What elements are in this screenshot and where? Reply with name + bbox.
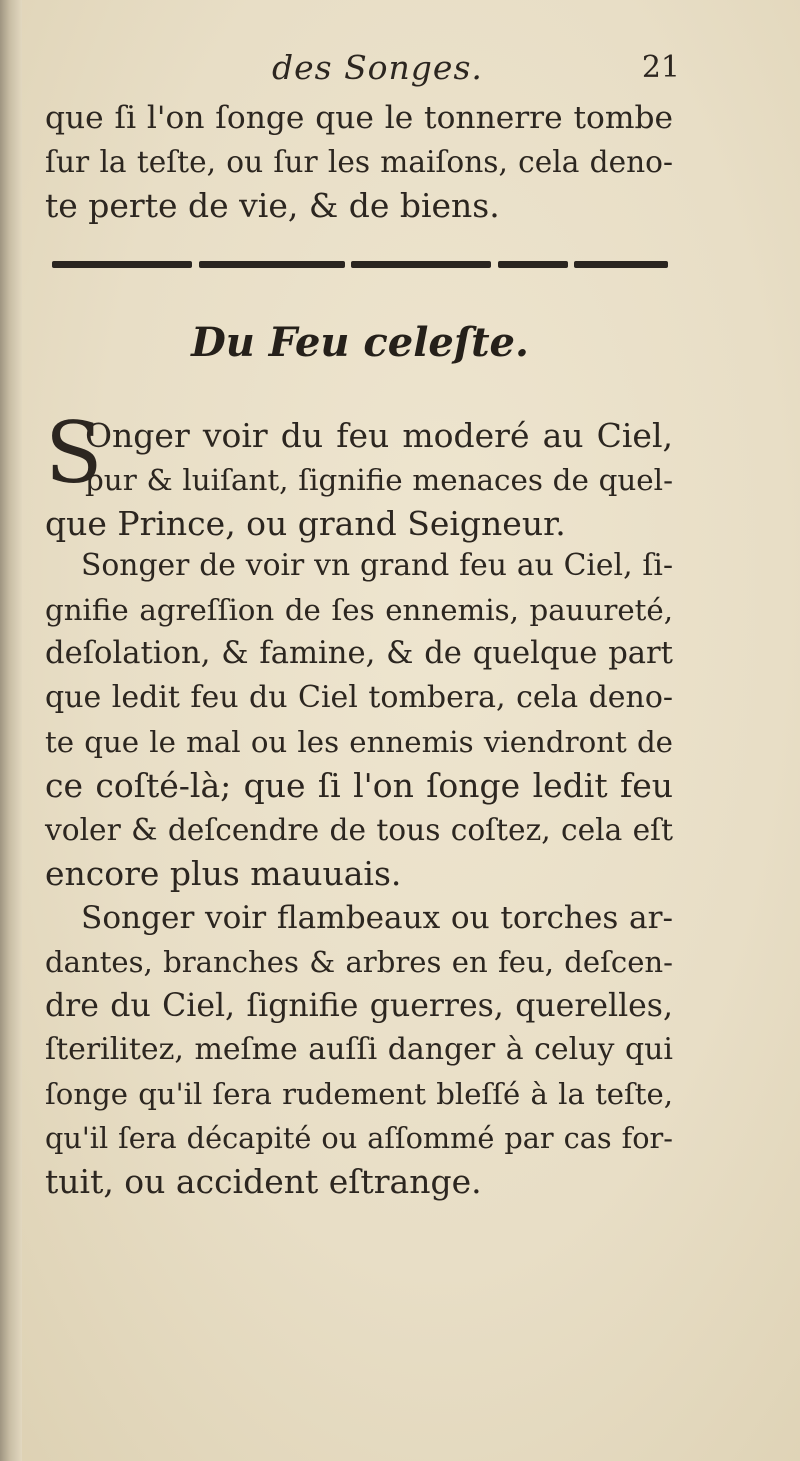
text-line: ſonge qu'il ſera rudement bleſſé à la teſte, — [45, 1077, 673, 1111]
page-gutter-shadow — [0, 0, 22, 1461]
text-line: ſur la teſte, ou ſur les maiſons, cela deno- — [45, 145, 673, 179]
text-line: qu'il ſera décapité ou aſſommé par cas for- — [45, 1121, 673, 1155]
paragraph-1 — [45, 414, 673, 546]
text-line: que Prince, ou grand Seigneur. — [45, 504, 566, 543]
text-line: Songer voir flambeaux ou torches ar- — [81, 900, 673, 936]
text-line: Onger voir du feu moderé au Ciel, — [85, 416, 673, 455]
rule-segment — [52, 261, 192, 268]
ornamental-rule — [52, 258, 668, 270]
text-line: Songer de voir vn grand feu au Ciel, ſi- — [81, 548, 673, 583]
rule-segment — [199, 261, 345, 268]
text-line: dantes, branches & arbres en feu, deſcen- — [45, 945, 673, 979]
text-line: que ledit feu du Ciel tombera, cela deno- — [45, 680, 673, 715]
text-line: encore plus mauuais. — [45, 854, 402, 893]
section-heading: Du Feu celeſte. — [191, 319, 529, 366]
paragraph-3 — [45, 896, 673, 1204]
text-line: te perte de vie, & de biens. — [45, 186, 500, 225]
rule-segment — [351, 261, 491, 268]
continuation-paragraph — [45, 96, 673, 228]
paragraph-2 — [45, 544, 673, 896]
text-line: deſolation, & famine, & de quelque part — [45, 636, 673, 671]
text-line: dre du Ciel, ſignifie guerres, querelles, — [45, 988, 673, 1024]
text-line: gnifie agreſſion de ſes ennemis, pauureté, — [45, 593, 673, 627]
text-line: pur & luiſant, ſignifie menaces de quel- — [85, 463, 673, 497]
page-number: 21 — [641, 50, 680, 85]
text-line: ſterilitez, meſme auſſi danger à celuy qui — [45, 1032, 673, 1067]
rule-segment — [498, 261, 568, 268]
running-head — [40, 46, 680, 90]
running-title: des Songes. — [272, 48, 483, 87]
rule-segment — [574, 261, 668, 268]
text-line: voler & deſcendre de tous coſtez, cela eſt — [45, 812, 673, 847]
text-line: te que le mal ou les ennemis viendront de — [45, 725, 673, 759]
text-line: que ſi l'on ſonge que le tonnerre tombe — [45, 100, 673, 136]
text-line: ce coſté-là; que ſi l'on ſonge ledit feu — [45, 766, 673, 805]
text-line: tuit, ou accident eſtrange. — [45, 1162, 482, 1201]
drop-capital: S — [45, 404, 103, 502]
